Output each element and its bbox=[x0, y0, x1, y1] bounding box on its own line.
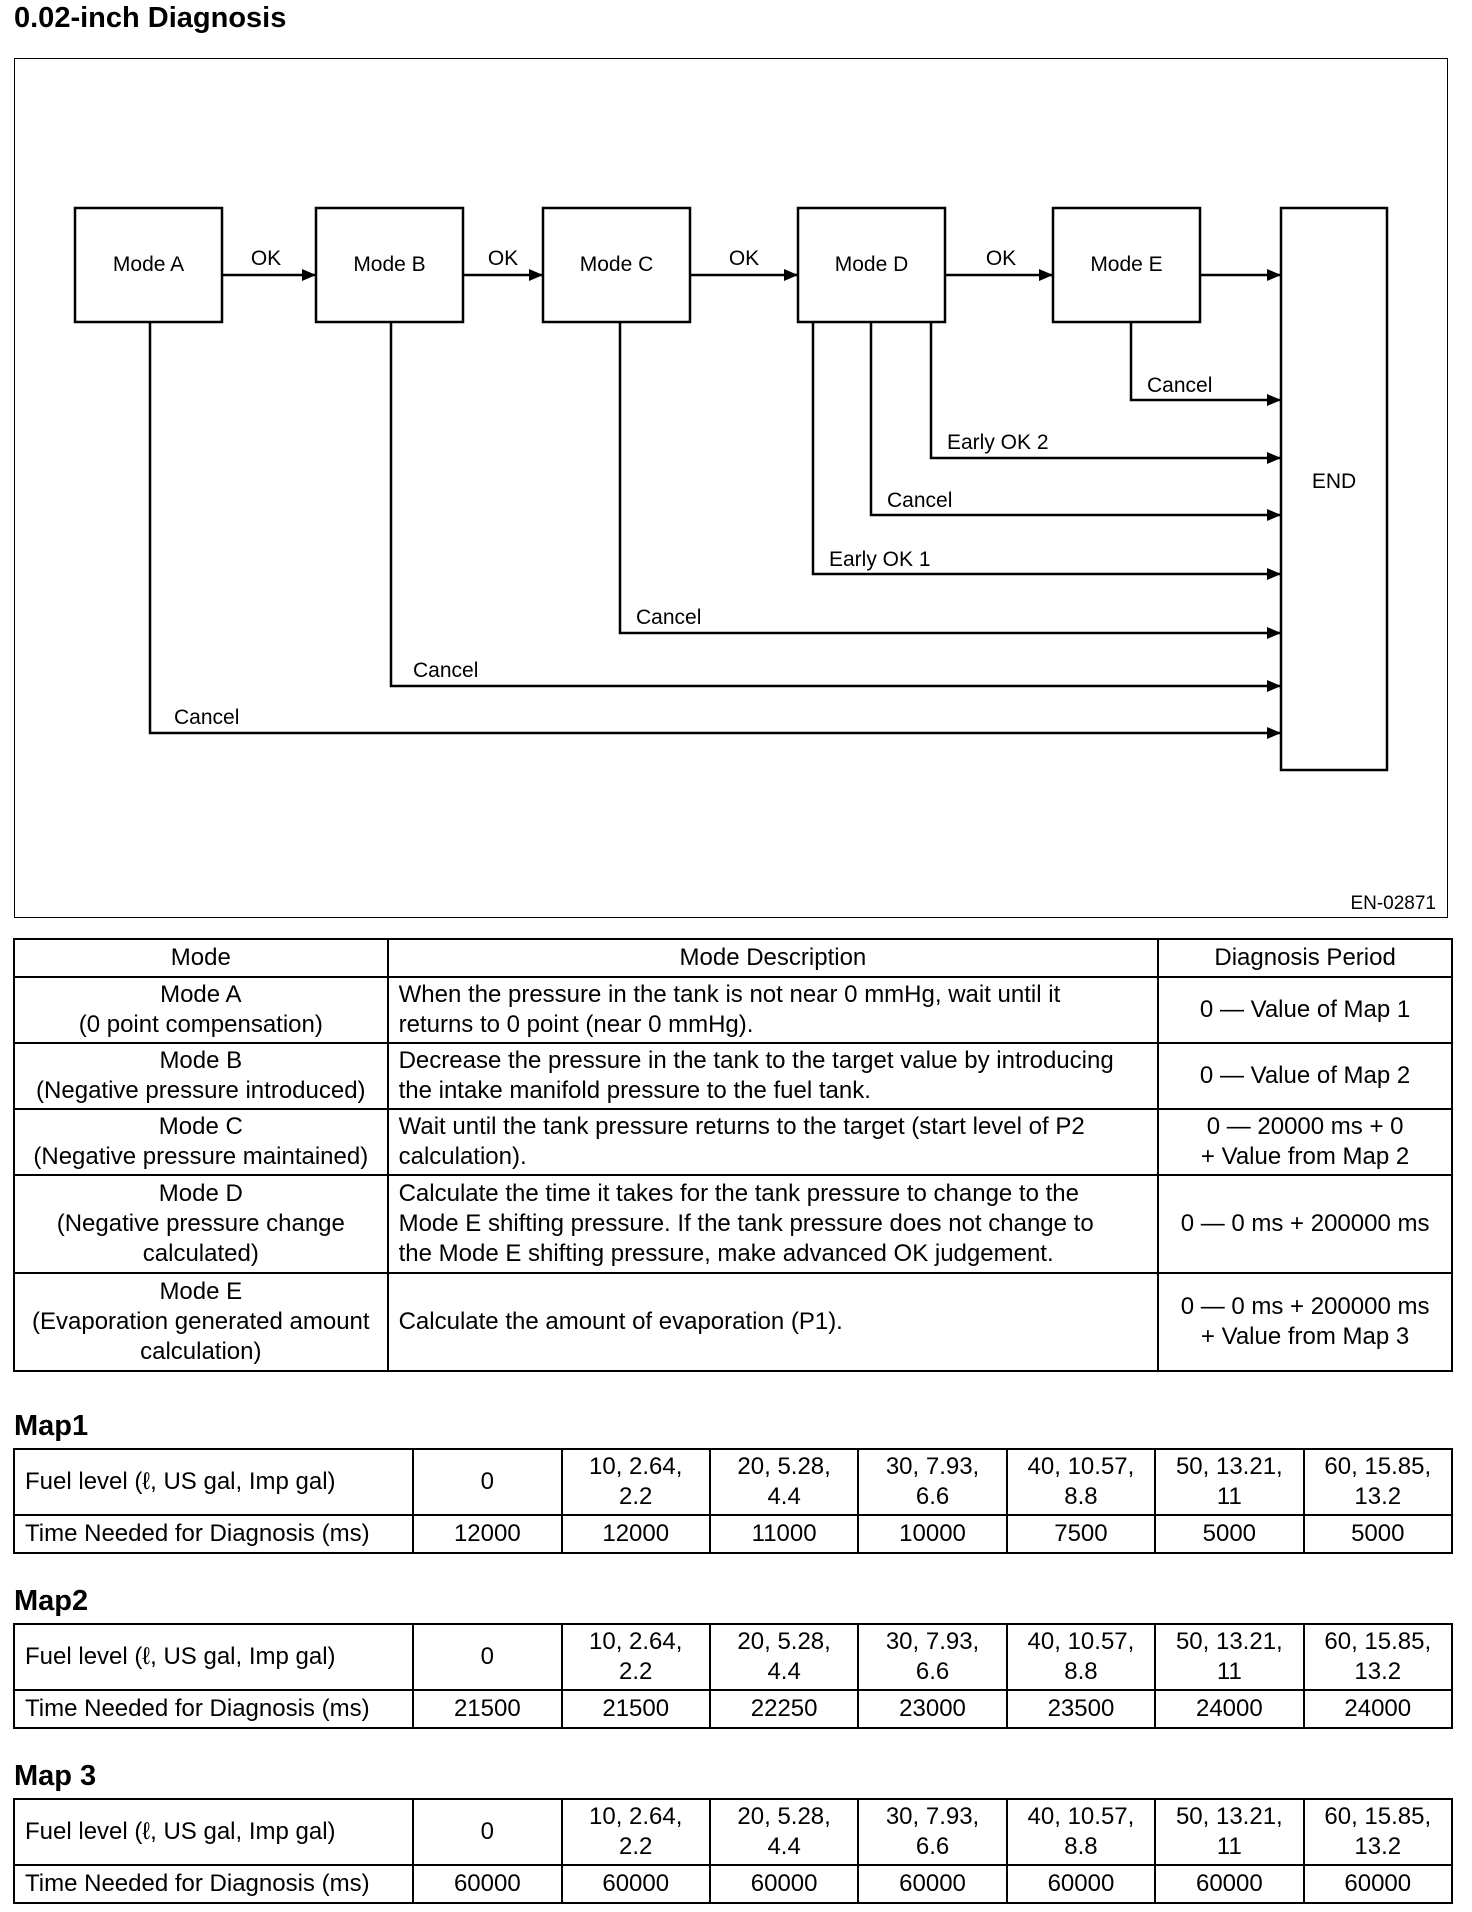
fuel-level-value: 4.4 bbox=[767, 1658, 801, 1685]
fuel-level-value: 60, 15.85, bbox=[1324, 1453, 1432, 1480]
table-row bbox=[14, 1109, 1452, 1175]
mode-c-label: Mode C bbox=[579, 253, 654, 276]
mode-table bbox=[13, 938, 1453, 1372]
mode-a-cancel-label: Cancel bbox=[174, 706, 240, 729]
diagram-frame bbox=[14, 58, 1448, 918]
fuel-level-value: 60, 15.85, bbox=[1324, 1628, 1432, 1655]
time-value: 23500 bbox=[1007, 1690, 1155, 1728]
mode-cell bbox=[14, 1273, 388, 1371]
fuel-level-value: 40, 10.57, bbox=[1027, 1453, 1135, 1480]
fuel-level-value: 13.2 bbox=[1354, 1833, 1402, 1860]
fuel-level-row bbox=[14, 1624, 1452, 1690]
mode-b-cancel-label: Cancel bbox=[413, 659, 479, 682]
mode-d-cancel-label: Cancel bbox=[887, 489, 953, 512]
mode-subtitle: calculation) bbox=[140, 1338, 262, 1365]
period-line: 0 — Value of Map 1 bbox=[1199, 996, 1411, 1023]
fuel-level-value: 50, 13.21, bbox=[1175, 1628, 1283, 1655]
mode-flow-diagram bbox=[14, 58, 1448, 918]
mode-subtitle: (Negative pressure change bbox=[56, 1210, 345, 1237]
fuel-level-cell bbox=[858, 1624, 1006, 1690]
fuel-level-value: 0 bbox=[480, 1643, 494, 1670]
period-cell bbox=[1158, 1175, 1452, 1273]
mode-name: Mode E bbox=[159, 1278, 243, 1305]
mode-e-cancel-label: Cancel bbox=[1147, 374, 1213, 397]
period-cell bbox=[1158, 1109, 1452, 1175]
time-value: 60000 bbox=[710, 1865, 858, 1903]
mode-subtitle: calculated) bbox=[142, 1240, 259, 1267]
ok-label: OK bbox=[728, 247, 760, 270]
description-line: When the pressure in the tank is not near 0 mmHg, wait until it bbox=[398, 981, 1061, 1008]
fuel-level-value: 6.6 bbox=[915, 1483, 950, 1510]
time-value: 5000 bbox=[1304, 1515, 1452, 1553]
fuel-level-value: 30, 7.93, bbox=[885, 1628, 980, 1655]
fuel-level-label: Fuel level (ℓ, US gal, Imp gal) bbox=[14, 1799, 413, 1865]
fuel-level-cell bbox=[562, 1449, 710, 1515]
mode-box-c bbox=[543, 208, 690, 322]
header-diagnosis-period: Diagnosis Period bbox=[1158, 939, 1452, 977]
mode-box-e bbox=[1053, 208, 1200, 322]
mode-table-header-row bbox=[14, 939, 1452, 977]
mode-name: Mode B bbox=[159, 1047, 243, 1074]
mode-box-d bbox=[798, 208, 945, 322]
time-value: 23000 bbox=[858, 1690, 1006, 1728]
time-value: 21500 bbox=[413, 1690, 561, 1728]
mode-subtitle: (Negative pressure introduced) bbox=[36, 1077, 366, 1104]
mode-box-a bbox=[75, 208, 222, 322]
period-line: + Value from Map 3 bbox=[1200, 1323, 1410, 1350]
fuel-level-cell bbox=[858, 1799, 1006, 1865]
time-value: 11000 bbox=[710, 1515, 858, 1553]
map2-table bbox=[13, 1623, 1453, 1729]
fuel-level-value: 2.2 bbox=[619, 1658, 653, 1685]
mode-d-early-ok-2-label: Early OK 2 bbox=[947, 431, 1049, 454]
fuel-level-row bbox=[14, 1449, 1452, 1515]
fuel-level-cell bbox=[1304, 1624, 1452, 1690]
map1-table bbox=[13, 1448, 1453, 1554]
fuel-level-value: 13.2 bbox=[1354, 1658, 1402, 1685]
mode-subtitle: (0 point compensation) bbox=[78, 1011, 323, 1038]
fuel-level-cell bbox=[562, 1799, 710, 1865]
time-label: Time Needed for Diagnosis (ms) bbox=[14, 1690, 413, 1728]
mode-e-label: Mode E bbox=[1090, 253, 1163, 276]
fuel-level-cell bbox=[1155, 1449, 1303, 1515]
time-value: 60000 bbox=[1155, 1865, 1303, 1903]
fuel-level-cell bbox=[1007, 1624, 1155, 1690]
fuel-level-value: 8.8 bbox=[1064, 1483, 1098, 1510]
time-value: 60000 bbox=[562, 1865, 710, 1903]
page-title: 0.02-inch Diagnosis bbox=[14, 2, 287, 34]
time-value: 60000 bbox=[858, 1865, 1006, 1903]
fuel-level-value: 4.4 bbox=[767, 1833, 801, 1860]
fuel-level-value: 6.6 bbox=[915, 1658, 950, 1685]
time-row bbox=[14, 1865, 1452, 1903]
time-value: 24000 bbox=[1304, 1690, 1452, 1728]
table-row bbox=[14, 1175, 1452, 1273]
time-value: 5000 bbox=[1155, 1515, 1303, 1553]
branch-c-cancel bbox=[620, 322, 1281, 633]
header-mode-description: Mode Description bbox=[388, 939, 1159, 977]
mode-b-label: Mode B bbox=[353, 253, 426, 276]
figure-id: EN-02871 bbox=[1350, 893, 1436, 914]
fuel-level-value: 50, 13.21, bbox=[1175, 1803, 1283, 1830]
description-cell bbox=[388, 1175, 1159, 1273]
time-value: 12000 bbox=[562, 1515, 710, 1553]
mode-name: Mode D bbox=[158, 1180, 243, 1207]
time-value: 60000 bbox=[1304, 1865, 1452, 1903]
fuel-level-cell bbox=[858, 1449, 1006, 1515]
fuel-level-value: 8.8 bbox=[1064, 1833, 1098, 1860]
fuel-level-value: 30, 7.93, bbox=[885, 1453, 980, 1480]
description-cell bbox=[388, 1109, 1159, 1175]
table-row bbox=[14, 1273, 1452, 1371]
map3-table bbox=[13, 1798, 1453, 1904]
period-cell bbox=[1158, 977, 1452, 1043]
fuel-level-cell bbox=[1007, 1799, 1155, 1865]
description-cell bbox=[388, 1043, 1159, 1109]
fuel-level-value: 10, 2.64, bbox=[589, 1628, 683, 1655]
period-cell bbox=[1158, 1043, 1452, 1109]
fuel-level-value: 11 bbox=[1216, 1658, 1242, 1685]
fuel-level-row bbox=[14, 1799, 1452, 1865]
description-line: the intake manifold pressure to the fuel tank. bbox=[398, 1077, 871, 1104]
mode-cell bbox=[14, 1109, 388, 1175]
description-line: Calculate the amount of evaporation (P1). bbox=[398, 1308, 843, 1335]
fuel-level-value: 60, 15.85, bbox=[1324, 1803, 1432, 1830]
description-line: Wait until the tank pressure returns to the target (start level of P2 bbox=[398, 1113, 1085, 1140]
description-line: Mode E shifting pressure. If the tank pressure does not change to bbox=[398, 1210, 1094, 1237]
period-line: 0 — 0 ms + 200000 ms bbox=[1180, 1210, 1430, 1237]
fuel-level-value: 13.2 bbox=[1354, 1483, 1402, 1510]
mode-cell bbox=[14, 977, 388, 1043]
mode-a-label: Mode A bbox=[112, 253, 185, 276]
time-label: Time Needed for Diagnosis (ms) bbox=[14, 1515, 413, 1553]
time-value: 10000 bbox=[858, 1515, 1006, 1553]
period-line: + Value from Map 2 bbox=[1200, 1143, 1410, 1170]
fuel-level-cell bbox=[1304, 1449, 1452, 1515]
fuel-level-cell bbox=[1155, 1624, 1303, 1690]
fuel-level-cell bbox=[413, 1449, 561, 1515]
mode-d-label: Mode D bbox=[834, 253, 909, 276]
fuel-level-value: 11 bbox=[1216, 1483, 1242, 1510]
fuel-level-value: 6.6 bbox=[915, 1833, 950, 1860]
period-line: 0 — Value of Map 2 bbox=[1199, 1062, 1411, 1089]
description-line: Calculate the time it takes for the tank pressure to change to the bbox=[398, 1180, 1079, 1207]
map2-title: Map2 bbox=[14, 1585, 89, 1617]
fuel-level-cell bbox=[1007, 1449, 1155, 1515]
branch-a-cancel bbox=[150, 322, 1281, 733]
map1-title: Map1 bbox=[14, 1410, 89, 1442]
mode-subtitle: (Evaporation generated amount bbox=[32, 1308, 370, 1335]
time-row bbox=[14, 1690, 1452, 1728]
end-box bbox=[1281, 208, 1387, 770]
fuel-level-cell bbox=[710, 1624, 858, 1690]
header-mode: Mode bbox=[14, 939, 388, 977]
fuel-level-value: 10, 2.64, bbox=[589, 1453, 683, 1480]
table-row bbox=[14, 1043, 1452, 1109]
time-value: 7500 bbox=[1007, 1515, 1155, 1553]
fuel-level-value: 0 bbox=[480, 1818, 494, 1845]
branch-d-cancel bbox=[871, 322, 1281, 515]
fuel-level-value: 4.4 bbox=[767, 1483, 801, 1510]
fuel-level-label: Fuel level (ℓ, US gal, Imp gal) bbox=[14, 1449, 413, 1515]
ok-label: OK bbox=[487, 247, 519, 270]
fuel-level-cell bbox=[710, 1799, 858, 1865]
time-label: Time Needed for Diagnosis (ms) bbox=[14, 1865, 413, 1903]
fuel-level-value: 10, 2.64, bbox=[589, 1803, 683, 1830]
end-label: END bbox=[1311, 470, 1357, 493]
description-line: Decrease the pressure in the tank to the target value by introducing bbox=[398, 1047, 1114, 1074]
time-value: 21500 bbox=[562, 1690, 710, 1728]
fuel-level-value: 20, 5.28, bbox=[737, 1803, 831, 1830]
description-cell bbox=[388, 977, 1159, 1043]
fuel-level-cell bbox=[1304, 1799, 1452, 1865]
time-value: 12000 bbox=[413, 1515, 561, 1553]
description-line: returns to 0 point (near 0 mmHg). bbox=[398, 1011, 754, 1038]
period-line: 0 — 0 ms + 200000 ms bbox=[1180, 1293, 1430, 1320]
mode-box-b bbox=[316, 208, 463, 322]
period-cell bbox=[1158, 1273, 1452, 1371]
map3-title: Map 3 bbox=[14, 1760, 97, 1792]
time-row bbox=[14, 1515, 1452, 1553]
fuel-level-value: 0 bbox=[480, 1468, 494, 1495]
fuel-level-cell bbox=[562, 1624, 710, 1690]
time-value: 60000 bbox=[1007, 1865, 1155, 1903]
fuel-level-cell bbox=[1155, 1799, 1303, 1865]
table-row bbox=[14, 977, 1452, 1043]
ok-label: OK bbox=[985, 247, 1017, 270]
fuel-level-value: 2.2 bbox=[619, 1483, 653, 1510]
time-value: 60000 bbox=[413, 1865, 561, 1903]
mode-name: Mode A bbox=[160, 981, 242, 1008]
mode-cell bbox=[14, 1175, 388, 1273]
fuel-level-cell bbox=[710, 1449, 858, 1515]
fuel-level-value: 50, 13.21, bbox=[1175, 1453, 1283, 1480]
mode-d-early-ok-1-label: Early OK 1 bbox=[829, 548, 931, 571]
mode-c-cancel-label: Cancel bbox=[636, 606, 702, 629]
description-line: the Mode E shifting pressure, make advanced OK judgement. bbox=[398, 1240, 1054, 1267]
mode-subtitle: (Negative pressure maintained) bbox=[33, 1143, 369, 1170]
time-value: 22250 bbox=[710, 1690, 858, 1728]
fuel-level-value: 40, 10.57, bbox=[1027, 1628, 1135, 1655]
fuel-level-cell bbox=[413, 1799, 561, 1865]
fuel-level-value: 40, 10.57, bbox=[1027, 1803, 1135, 1830]
mode-name: Mode C bbox=[158, 1113, 243, 1140]
fuel-level-value: 20, 5.28, bbox=[737, 1628, 831, 1655]
fuel-level-cell bbox=[413, 1624, 561, 1690]
description-cell bbox=[388, 1273, 1159, 1371]
fuel-level-value: 11 bbox=[1216, 1833, 1242, 1860]
ok-label: OK bbox=[250, 247, 282, 270]
time-value: 24000 bbox=[1155, 1690, 1303, 1728]
fuel-level-value: 20, 5.28, bbox=[737, 1453, 831, 1480]
fuel-level-label: Fuel level (ℓ, US gal, Imp gal) bbox=[14, 1624, 413, 1690]
period-line: 0 — 20000 ms + 0 bbox=[1206, 1113, 1404, 1140]
mode-cell bbox=[14, 1043, 388, 1109]
fuel-level-value: 2.2 bbox=[619, 1833, 653, 1860]
description-line: calculation). bbox=[398, 1143, 527, 1170]
fuel-level-value: 8.8 bbox=[1064, 1658, 1098, 1685]
fuel-level-value: 30, 7.93, bbox=[885, 1803, 980, 1830]
